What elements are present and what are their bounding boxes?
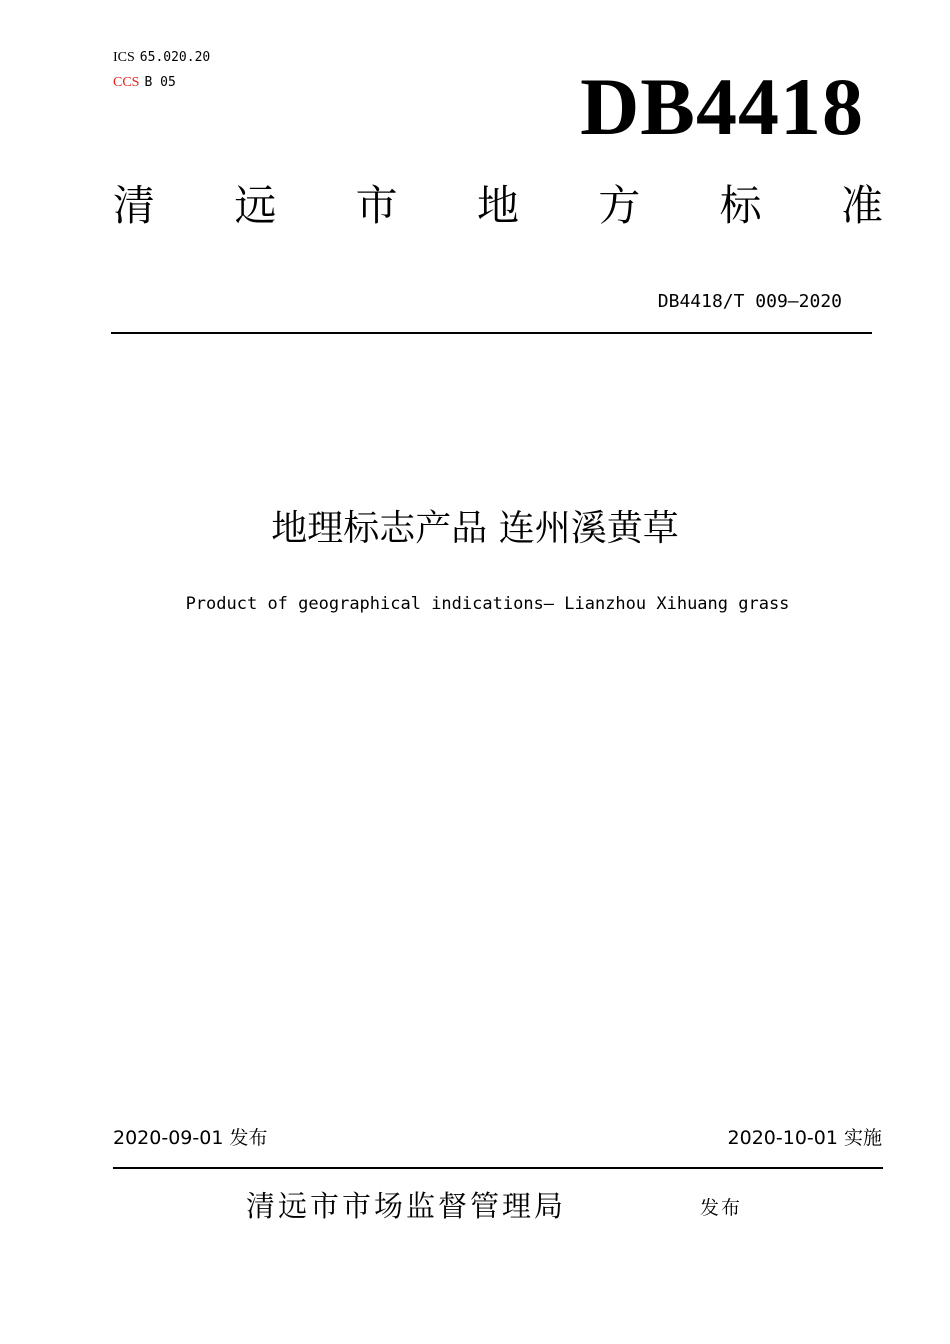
standard-type-heading bbox=[113, 178, 883, 234]
document-title-english: Product of geographical indications— Lianzhou Xihuang grass bbox=[185, 594, 790, 614]
ics-value: 65.020.20 bbox=[139, 50, 211, 65]
standard-number: DB4418/T 009—2020 bbox=[657, 291, 842, 312]
ics-classification bbox=[113, 50, 210, 66]
footer-divider bbox=[113, 1167, 883, 1169]
ccs-value: B 05 bbox=[144, 75, 176, 90]
header-divider bbox=[111, 332, 872, 334]
ics-label: ICS bbox=[113, 50, 135, 65]
standard-type-char: 市 bbox=[355, 181, 398, 230]
standard-type-char: 地 bbox=[476, 181, 519, 230]
standard-type-char: 准 bbox=[840, 181, 883, 230]
ccs-classification bbox=[113, 75, 176, 91]
document-title-chinese: 地理标志产品 连州溪黄草 bbox=[271, 508, 679, 549]
standard-type-char: 远 bbox=[234, 181, 277, 230]
issuing-authority: 清远市市场监督管理局 bbox=[246, 1189, 567, 1223]
publish-date: 2020-09-01 发布 bbox=[113, 1127, 268, 1149]
issuing-authority-suffix: 发布 bbox=[700, 1197, 743, 1219]
standard-type-char: 清 bbox=[113, 181, 156, 230]
standard-code-heading: DB4418 bbox=[580, 61, 864, 152]
ccs-label: CCS bbox=[113, 75, 140, 90]
implementation-date: 2020-10-01 实施 bbox=[727, 1127, 882, 1149]
standard-type-char: 标 bbox=[719, 181, 762, 230]
standard-type-char: 方 bbox=[598, 181, 641, 230]
